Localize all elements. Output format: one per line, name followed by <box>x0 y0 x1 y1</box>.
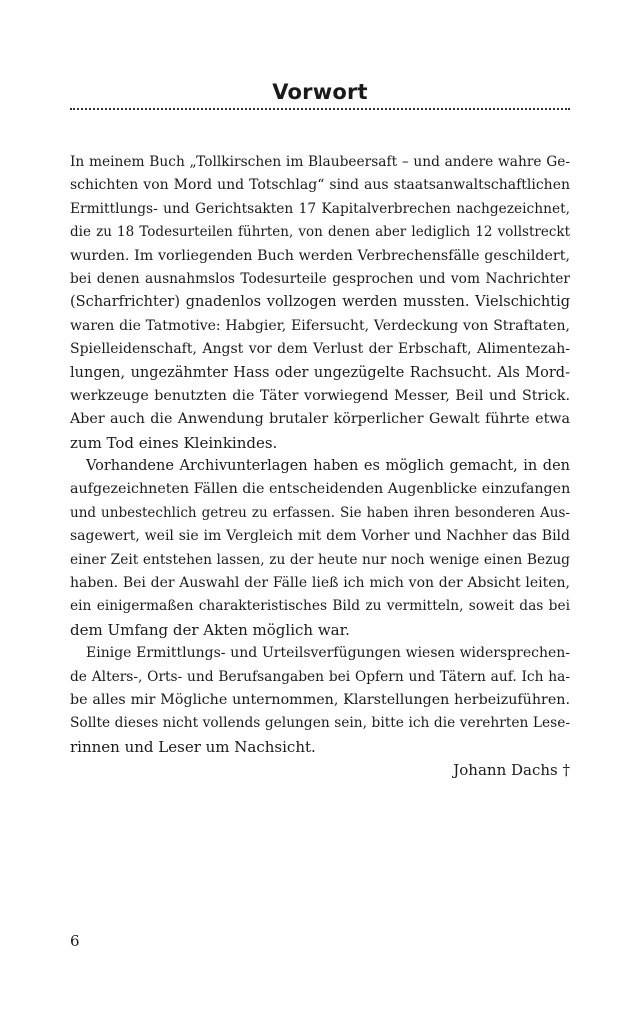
text-line: haben. Bei der Auswahl der Fälle ließ ich mich von der Absicht leiten, <box>70 575 570 592</box>
text-line: werkzeuge benutzten die Täter vorwiegend Messer, Beil und Strick. <box>70 387 570 404</box>
title-dotted-rule <box>70 108 570 110</box>
page-title: Vorwort <box>272 80 368 104</box>
paragraph-3 <box>70 642 570 759</box>
text-line: Sollte dieses nicht vollends gelungen sein, bitte ich die verehrten Lese- <box>70 715 570 732</box>
text-line: Aber auch die Anwendung brutaler körperlicher Gewalt führte etwa <box>70 411 570 428</box>
paragraph-1 <box>70 151 570 455</box>
text-line: wurden. Im vorliegenden Buch werden Verbrechensfälle geschildert, <box>70 247 570 264</box>
text-line: schichten von Mord und Totschlag“ sind aus staatsanwaltschaftlichen <box>70 177 570 194</box>
text-line: rinnen und Leser um Nachsicht. <box>70 737 316 756</box>
text-line: und unbestechlich getreu zu erfassen. Sie haben ihren besonderen Aus- <box>70 504 570 521</box>
text-line: ein einigermaßen charakteristisches Bild zu vermitteln, soweit das bei <box>70 598 570 615</box>
text-line: zum Tod eines Kleinkindes. <box>70 433 278 452</box>
text-line: Ermittlungs- und Gerichtsakten 17 Kapitalverbrechen nachgezeichnet, <box>70 200 570 217</box>
text-line: aufgezeichneten Fällen die entscheidenden Augenblicke einzufangen <box>70 481 571 498</box>
paragraph-2 <box>70 455 570 642</box>
text-line: sagewert, weil sie im Vergleich mit dem Vorher und Nachher das Bild <box>70 528 570 545</box>
text-line: Vorhandene Archivunterlagen haben es möglich gemacht, in den <box>86 458 570 475</box>
text-line: de Alters-, Orts- und Berufsangaben bei Opfern und Tätern auf. Ich ha- <box>70 668 570 685</box>
text-line: dem Umfang der Akten möglich war. <box>70 620 350 639</box>
text-line: Einige Ermittlungs- und Urteilsverfügungen wiesen widersprechen- <box>86 645 570 662</box>
text-line: bei denen ausnahmslos Todesurteile gesprochen und vom Nachrichter <box>70 270 570 287</box>
text-line: In meinem Buch „Tollkirschen im Blaubeersaft – und andere wahre Ge- <box>70 154 570 170</box>
page-number: 6 <box>70 932 80 950</box>
text-line: be alles mir Mögliche unternommen, Klarstellungen herbeizuführen. <box>70 691 570 708</box>
text-line: Spielleidenschaft, Angst vor dem Verlust der Erbschaft, Alimentezah- <box>70 341 570 358</box>
text-line: waren die Tatmotive: Habgier, Eifersucht, Verdeckung von Straftaten, <box>70 317 570 334</box>
body-text <box>70 151 570 783</box>
author-signature: Johann Dachs † <box>453 761 570 780</box>
text-line: (Scharfrichter) gnadenlos vollzogen werden mussten. Vielschichtig <box>70 294 570 311</box>
text-line: einer Zeit entstehen lassen, zu der heute nur noch wenige einen Bezug <box>70 551 570 568</box>
text-line: lungen, ungezähmter Hass oder ungezügelte Rachsucht. Als Mord- <box>70 364 570 381</box>
text-line: die zu 18 Todesurteilen führten, von denen aber lediglich 12 vollstreckt <box>70 224 570 241</box>
